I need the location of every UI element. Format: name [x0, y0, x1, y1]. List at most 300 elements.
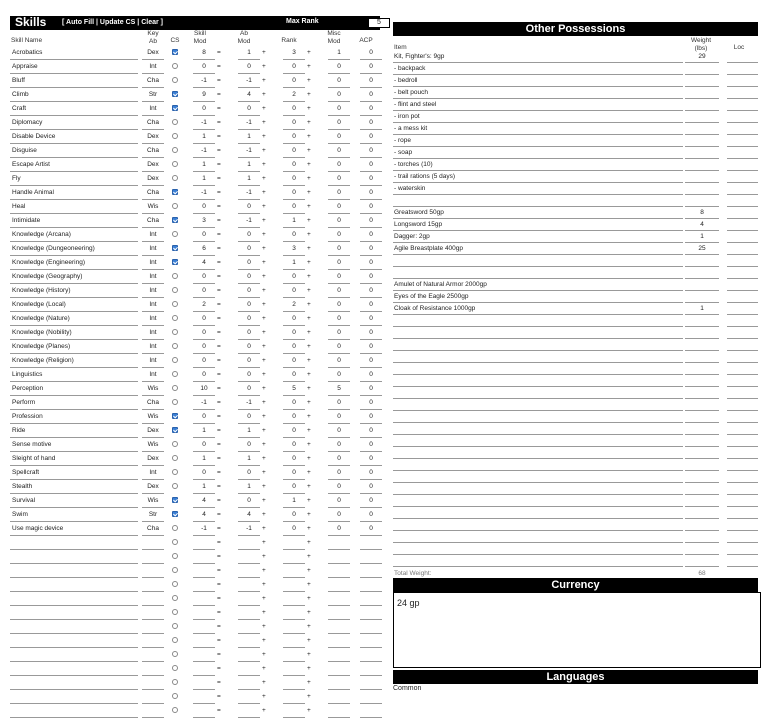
- class-skill-checkbox[interactable]: [172, 189, 178, 195]
- item-name[interactable]: Greatsword 50gp: [394, 209, 444, 216]
- plus-sign: +: [307, 63, 311, 70]
- equals-sign: =: [217, 343, 221, 350]
- separator: |: [95, 19, 98, 26]
- item-name[interactable]: - iron pot: [394, 113, 420, 120]
- rank-field[interactable]: 0: [292, 203, 296, 210]
- skill-mod: 0: [202, 357, 206, 364]
- item-name[interactable]: Longsword 15gp: [394, 221, 443, 228]
- misc-mod-field[interactable]: 0: [337, 77, 341, 84]
- possession-row: [393, 159, 758, 171]
- class-skill-checkbox[interactable]: [172, 567, 178, 573]
- skills-links: [62, 16, 163, 30]
- skill-mod: -1: [201, 119, 207, 126]
- class-skill-checkbox[interactable]: [172, 539, 178, 545]
- plus-sign: +: [262, 357, 266, 364]
- equals-sign: =: [217, 245, 221, 252]
- misc-mod-field[interactable]: 0: [337, 427, 341, 434]
- item-name[interactable]: Eyes of the Eagle 2500gp: [394, 293, 469, 300]
- plus-sign: +: [262, 49, 266, 56]
- misc-mod-field[interactable]: 0: [337, 133, 341, 140]
- ability-mod: 0: [247, 259, 251, 266]
- plus-sign: +: [262, 273, 266, 280]
- item-weight[interactable]: 1: [700, 233, 704, 240]
- equals-sign: =: [217, 637, 221, 644]
- item-name[interactable]: - bedroll: [394, 77, 418, 84]
- plus-sign: +: [307, 203, 311, 210]
- class-skill-checkbox[interactable]: [172, 63, 178, 69]
- plus-sign: +: [307, 217, 311, 224]
- plus-sign: +: [262, 427, 266, 434]
- bracket-close: ]: [160, 19, 163, 26]
- rank-field[interactable]: 2: [292, 301, 296, 308]
- misc-mod-field[interactable]: 0: [337, 175, 341, 182]
- possession-row: [393, 267, 758, 279]
- plus-sign: +: [307, 525, 311, 532]
- possession-row: [393, 495, 758, 507]
- class-skill-checkbox[interactable]: [172, 133, 178, 139]
- class-skill-checkbox[interactable]: [172, 371, 178, 377]
- update-cs-link[interactable]: Update CS: [99, 19, 136, 26]
- skill-mod: -1: [201, 147, 207, 154]
- rank-field[interactable]: 0: [292, 315, 296, 322]
- col-item: Item: [394, 44, 407, 51]
- equals-sign: =: [217, 707, 221, 714]
- skill-row: [10, 564, 380, 578]
- rank-field[interactable]: 5: [292, 385, 296, 392]
- possession-row: [393, 375, 758, 387]
- class-skill-checkbox[interactable]: [172, 175, 178, 181]
- skill-mod: 1: [202, 483, 206, 490]
- possession-row: [393, 195, 758, 207]
- ability-mod: 1: [247, 133, 251, 140]
- class-skill-checkbox[interactable]: [172, 441, 178, 447]
- languages-value[interactable]: Common: [393, 685, 422, 692]
- class-skill-checkbox[interactable]: [172, 329, 178, 335]
- item-weight[interactable]: 4: [700, 221, 704, 228]
- ability-mod: 0: [247, 315, 251, 322]
- max-rank-field[interactable]: 5: [368, 18, 390, 28]
- equals-sign: =: [217, 427, 221, 434]
- rank-field[interactable]: 0: [292, 525, 296, 532]
- plus-sign: +: [307, 357, 311, 364]
- skill-mod: 4: [202, 497, 206, 504]
- rank-field[interactable]: 0: [292, 133, 296, 140]
- rank-field[interactable]: 0: [292, 427, 296, 434]
- class-skill-checkbox[interactable]: [172, 413, 178, 419]
- misc-mod-field[interactable]: 0: [337, 301, 341, 308]
- misc-mod-field[interactable]: 0: [337, 105, 341, 112]
- key-ability: Int: [149, 273, 157, 280]
- misc-mod-field[interactable]: 0: [337, 483, 341, 490]
- misc-mod-field[interactable]: 0: [337, 231, 341, 238]
- misc-mod-field[interactable]: 0: [337, 245, 341, 252]
- equals-sign: =: [217, 469, 221, 476]
- skill-row: [10, 704, 380, 718]
- item-name[interactable]: - trail rations (5 days): [394, 173, 456, 180]
- class-skill-checkbox[interactable]: [172, 231, 178, 237]
- skill-row: [10, 130, 380, 144]
- rank-field[interactable]: 0: [292, 455, 296, 462]
- class-skill-checkbox[interactable]: [172, 105, 178, 111]
- plus-sign: +: [307, 693, 311, 700]
- plus-sign: +: [307, 343, 311, 350]
- skill-name: Sleight of hand: [12, 455, 56, 462]
- rank-field[interactable]: 0: [292, 119, 296, 126]
- skill-name: Knowledge (Geography): [12, 273, 83, 280]
- plus-sign: +: [307, 679, 311, 686]
- item-name[interactable]: - soap: [394, 149, 413, 156]
- skill-mod: 1: [202, 175, 206, 182]
- rank-field[interactable]: 0: [292, 413, 296, 420]
- item-name[interactable]: - backpack: [394, 65, 426, 72]
- class-skill-checkbox[interactable]: [172, 581, 178, 587]
- class-skill-checkbox[interactable]: [172, 287, 178, 293]
- item-weight[interactable]: 25: [698, 245, 706, 252]
- skill-row: [10, 676, 380, 690]
- class-skill-checkbox[interactable]: [172, 679, 178, 685]
- class-skill-checkbox[interactable]: [172, 455, 178, 461]
- misc-mod-field[interactable]: 0: [337, 161, 341, 168]
- plus-sign: +: [262, 385, 266, 392]
- class-skill-checkbox[interactable]: [172, 427, 178, 433]
- misc-mod-field[interactable]: 0: [337, 441, 341, 448]
- ability-mod: 0: [247, 413, 251, 420]
- rank-field[interactable]: 1: [292, 259, 296, 266]
- plus-sign: +: [307, 231, 311, 238]
- ability-mod: -1: [246, 217, 252, 224]
- plus-sign: +: [307, 427, 311, 434]
- rank-field[interactable]: 0: [292, 357, 296, 364]
- class-skill-checkbox[interactable]: [172, 553, 178, 559]
- item-name[interactable]: - a mess kit: [394, 125, 428, 132]
- rank-field[interactable]: 0: [292, 371, 296, 378]
- misc-mod-field[interactable]: 0: [337, 91, 341, 98]
- class-skill-checkbox[interactable]: [172, 665, 178, 671]
- misc-mod-field[interactable]: 0: [337, 273, 341, 280]
- class-skill-checkbox[interactable]: [172, 245, 178, 251]
- rank-field[interactable]: 3: [292, 245, 296, 252]
- key-ability: Int: [149, 231, 157, 238]
- equals-sign: =: [217, 399, 221, 406]
- rank-field[interactable]: 0: [292, 231, 296, 238]
- possession-row: [393, 147, 758, 159]
- ability-mod: -1: [246, 399, 252, 406]
- skill-mod: 0: [202, 273, 206, 280]
- possession-row: [393, 507, 758, 519]
- item-weight[interactable]: 8: [700, 209, 704, 216]
- class-skill-checkbox[interactable]: [172, 301, 178, 307]
- misc-mod-field[interactable]: 0: [337, 189, 341, 196]
- key-ability: Int: [149, 315, 157, 322]
- key-ability: Cha: [147, 147, 159, 154]
- acp-value: 0: [369, 287, 373, 294]
- class-skill-checkbox[interactable]: [172, 637, 178, 643]
- auto-fill-link[interactable]: Auto Fill: [66, 19, 95, 26]
- ability-mod: -1: [246, 147, 252, 154]
- rank-field[interactable]: 0: [292, 343, 296, 350]
- plus-sign: +: [307, 665, 311, 672]
- class-skill-checkbox[interactable]: [172, 357, 178, 363]
- plus-sign: +: [307, 49, 311, 56]
- rank-field[interactable]: 0: [292, 273, 296, 280]
- misc-mod-field[interactable]: 0: [337, 203, 341, 210]
- rank-field[interactable]: 0: [292, 469, 296, 476]
- col-skill-name: Skill Name: [11, 37, 43, 44]
- rank-field[interactable]: 0: [292, 147, 296, 154]
- equals-sign: =: [217, 287, 221, 294]
- class-skill-checkbox[interactable]: [172, 49, 178, 55]
- class-skill-checkbox[interactable]: [172, 693, 178, 699]
- skill-name: Knowledge (Religion): [12, 357, 74, 364]
- plus-sign: +: [307, 497, 311, 504]
- plus-sign: +: [262, 483, 266, 490]
- class-skill-checkbox[interactable]: [172, 609, 178, 615]
- possession-row: [393, 291, 758, 303]
- item-name[interactable]: - rope: [394, 137, 411, 144]
- class-skill-checkbox[interactable]: [172, 273, 178, 279]
- skill-row: [10, 326, 380, 340]
- skill-name: Intimidate: [12, 217, 41, 224]
- key-ability: Cha: [147, 525, 159, 532]
- cell-underline: [727, 566, 758, 567]
- misc-mod-field[interactable]: 0: [337, 119, 341, 126]
- class-skill-checkbox[interactable]: [172, 497, 178, 503]
- possession-row: [393, 531, 758, 543]
- plus-sign: +: [262, 567, 266, 574]
- misc-mod-field[interactable]: 0: [337, 455, 341, 462]
- misc-mod-field[interactable]: 0: [337, 217, 341, 224]
- acp-value: 0: [369, 357, 373, 364]
- misc-mod-field[interactable]: 0: [337, 287, 341, 294]
- rank-field[interactable]: 0: [292, 161, 296, 168]
- ability-mod: 0: [247, 287, 251, 294]
- equals-sign: =: [217, 259, 221, 266]
- skill-row: [10, 662, 380, 676]
- col-skill-mod: Skill Mod: [193, 30, 207, 45]
- ability-mod: 0: [247, 329, 251, 336]
- skill-name: Knowledge (History): [12, 287, 71, 294]
- plus-sign: +: [262, 609, 266, 616]
- class-skill-checkbox[interactable]: [172, 217, 178, 223]
- equals-sign: =: [217, 567, 221, 574]
- class-skill-checkbox[interactable]: [172, 707, 178, 713]
- class-skill-checkbox[interactable]: [172, 651, 178, 657]
- class-skill-checkbox[interactable]: [172, 91, 178, 97]
- equals-sign: =: [217, 231, 221, 238]
- rank-field[interactable]: 0: [292, 511, 296, 518]
- item-name[interactable]: Cloak of Resistance 1000gp: [394, 305, 476, 312]
- misc-mod-field[interactable]: 0: [337, 413, 341, 420]
- skill-name: Escape Artist: [12, 161, 50, 168]
- misc-mod-field[interactable]: 1: [337, 49, 341, 56]
- ability-mod: 4: [247, 91, 251, 98]
- plus-sign: +: [307, 553, 311, 560]
- plus-sign: +: [307, 315, 311, 322]
- rank-field[interactable]: 0: [292, 329, 296, 336]
- misc-mod-field[interactable]: 0: [337, 329, 341, 336]
- class-skill-checkbox[interactable]: [172, 119, 178, 125]
- plus-sign: +: [262, 707, 266, 714]
- plus-sign: +: [262, 343, 266, 350]
- skill-row: [10, 410, 380, 424]
- key-ability: Wis: [147, 497, 159, 504]
- plus-sign: +: [307, 637, 311, 644]
- class-skill-checkbox[interactable]: [172, 203, 178, 209]
- class-skill-checkbox[interactable]: [172, 77, 178, 83]
- class-skill-checkbox[interactable]: [172, 469, 178, 475]
- skill-name: Knowledge (Dungeoneering): [12, 245, 95, 252]
- acp-value: 0: [369, 371, 373, 378]
- ability-mod: 0: [247, 497, 251, 504]
- acp-value: 0: [369, 161, 373, 168]
- rank-field[interactable]: 0: [292, 287, 296, 294]
- rank-field[interactable]: 0: [292, 77, 296, 84]
- plus-sign: +: [307, 287, 311, 294]
- key-ability: Int: [149, 287, 157, 294]
- misc-mod-field[interactable]: 0: [337, 343, 341, 350]
- item-weight[interactable]: 1: [700, 305, 704, 312]
- skill-row: [10, 144, 380, 158]
- rank-field[interactable]: 0: [292, 441, 296, 448]
- skill-row: [10, 508, 380, 522]
- equals-sign: =: [217, 595, 221, 602]
- possession-row: [393, 471, 758, 483]
- key-ability: Int: [149, 105, 157, 112]
- equals-sign: =: [217, 91, 221, 98]
- item-name[interactable]: - belt pouch: [394, 89, 428, 96]
- possession-row: [393, 207, 758, 219]
- class-skill-checkbox[interactable]: [172, 315, 178, 321]
- skill-mod: -1: [201, 77, 207, 84]
- possession-row: [393, 75, 758, 87]
- class-skill-checkbox[interactable]: [172, 399, 178, 405]
- skill-row: [10, 256, 380, 270]
- possession-row: [393, 99, 758, 111]
- skill-mod: 0: [202, 231, 206, 238]
- misc-mod-field[interactable]: 0: [337, 147, 341, 154]
- item-name[interactable]: Amulet of Natural Armor 2000gp: [394, 281, 487, 288]
- item-weight[interactable]: 29: [698, 53, 706, 60]
- skill-name: Knowledge (Local): [12, 301, 66, 308]
- clear-link[interactable]: Clear: [141, 19, 159, 26]
- misc-mod-field[interactable]: 0: [337, 399, 341, 406]
- separator: |: [137, 19, 140, 26]
- class-skill-checkbox[interactable]: [172, 511, 178, 517]
- misc-mod-field[interactable]: 5: [337, 385, 341, 392]
- ability-mod: 1: [247, 161, 251, 168]
- plus-sign: +: [307, 259, 311, 266]
- plus-sign: +: [262, 77, 266, 84]
- skill-name: Swim: [12, 511, 28, 518]
- item-name[interactable]: Kit, Fighter's: 9gp: [394, 53, 445, 60]
- misc-mod-field[interactable]: 0: [337, 497, 341, 504]
- total-weight-value: 68: [698, 570, 706, 577]
- possession-row: [393, 363, 758, 375]
- possession-row: [393, 387, 758, 399]
- possession-row: [393, 243, 758, 255]
- class-skill-checkbox[interactable]: [172, 385, 178, 391]
- equals-sign: =: [217, 651, 221, 658]
- acp-value: 0: [369, 385, 373, 392]
- class-skill-checkbox[interactable]: [172, 595, 178, 601]
- equals-sign: =: [217, 119, 221, 126]
- plus-sign: +: [307, 651, 311, 658]
- rank-field[interactable]: 0: [292, 105, 296, 112]
- class-skill-checkbox[interactable]: [172, 623, 178, 629]
- skill-name: Use magic device: [12, 525, 64, 532]
- item-name[interactable]: - torches (10): [394, 161, 433, 168]
- possession-row: [393, 411, 758, 423]
- plus-sign: +: [262, 623, 266, 630]
- item-name[interactable]: - flint and steel: [394, 101, 437, 108]
- rank-field[interactable]: 1: [292, 217, 296, 224]
- misc-mod-field[interactable]: 0: [337, 469, 341, 476]
- misc-mod-field[interactable]: 0: [337, 315, 341, 322]
- possession-row: [393, 447, 758, 459]
- acp-value: 0: [369, 91, 373, 98]
- key-ability: Int: [149, 259, 157, 266]
- equals-sign: =: [217, 133, 221, 140]
- skill-name: Diplomacy: [12, 119, 43, 126]
- rank-field[interactable]: 1: [292, 497, 296, 504]
- class-skill-checkbox[interactable]: [172, 161, 178, 167]
- currency-textarea[interactable]: [393, 592, 761, 668]
- skill-name: Appraise: [12, 63, 38, 70]
- class-skill-checkbox[interactable]: [172, 259, 178, 265]
- rank-field[interactable]: 2: [292, 91, 296, 98]
- plus-sign: +: [262, 455, 266, 462]
- misc-mod-field[interactable]: 0: [337, 259, 341, 266]
- rank-field[interactable]: 0: [292, 63, 296, 70]
- class-skill-checkbox[interactable]: [172, 147, 178, 153]
- misc-mod-field[interactable]: 0: [337, 63, 341, 70]
- item-name[interactable]: - waterskin: [394, 185, 426, 192]
- item-name[interactable]: Agile Breastplate 400gp: [394, 245, 464, 252]
- col-acp: ACP: [359, 37, 373, 44]
- item-name[interactable]: Dagger: 2gp: [394, 233, 430, 240]
- misc-mod-field[interactable]: 0: [337, 357, 341, 364]
- plus-sign: +: [262, 637, 266, 644]
- skill-row: [10, 550, 380, 564]
- possession-row: [393, 543, 758, 555]
- bracket-open: [: [62, 19, 65, 26]
- misc-mod-field[interactable]: 0: [337, 511, 341, 518]
- skill-row: [10, 606, 380, 620]
- acp-value: 0: [369, 399, 373, 406]
- skill-row: [10, 172, 380, 186]
- possession-row: [393, 303, 758, 315]
- misc-mod-field[interactable]: 0: [337, 371, 341, 378]
- equals-sign: =: [217, 105, 221, 112]
- class-skill-checkbox[interactable]: [172, 343, 178, 349]
- plus-sign: +: [307, 399, 311, 406]
- skill-mod: 0: [202, 203, 206, 210]
- plus-sign: +: [307, 133, 311, 140]
- equals-sign: =: [217, 161, 221, 168]
- rank-field[interactable]: 0: [292, 483, 296, 490]
- misc-mod-field[interactable]: 0: [337, 525, 341, 532]
- rank-field[interactable]: 0: [292, 399, 296, 406]
- ability-mod: 0: [247, 385, 251, 392]
- class-skill-checkbox[interactable]: [172, 525, 178, 531]
- rank-field[interactable]: 0: [292, 175, 296, 182]
- rank-field[interactable]: 0: [292, 189, 296, 196]
- max-rank-label: Max Rank: [286, 18, 319, 25]
- acp-value: 0: [369, 301, 373, 308]
- rank-field[interactable]: 3: [292, 49, 296, 56]
- class-skill-checkbox[interactable]: [172, 483, 178, 489]
- acp-value: 0: [369, 217, 373, 224]
